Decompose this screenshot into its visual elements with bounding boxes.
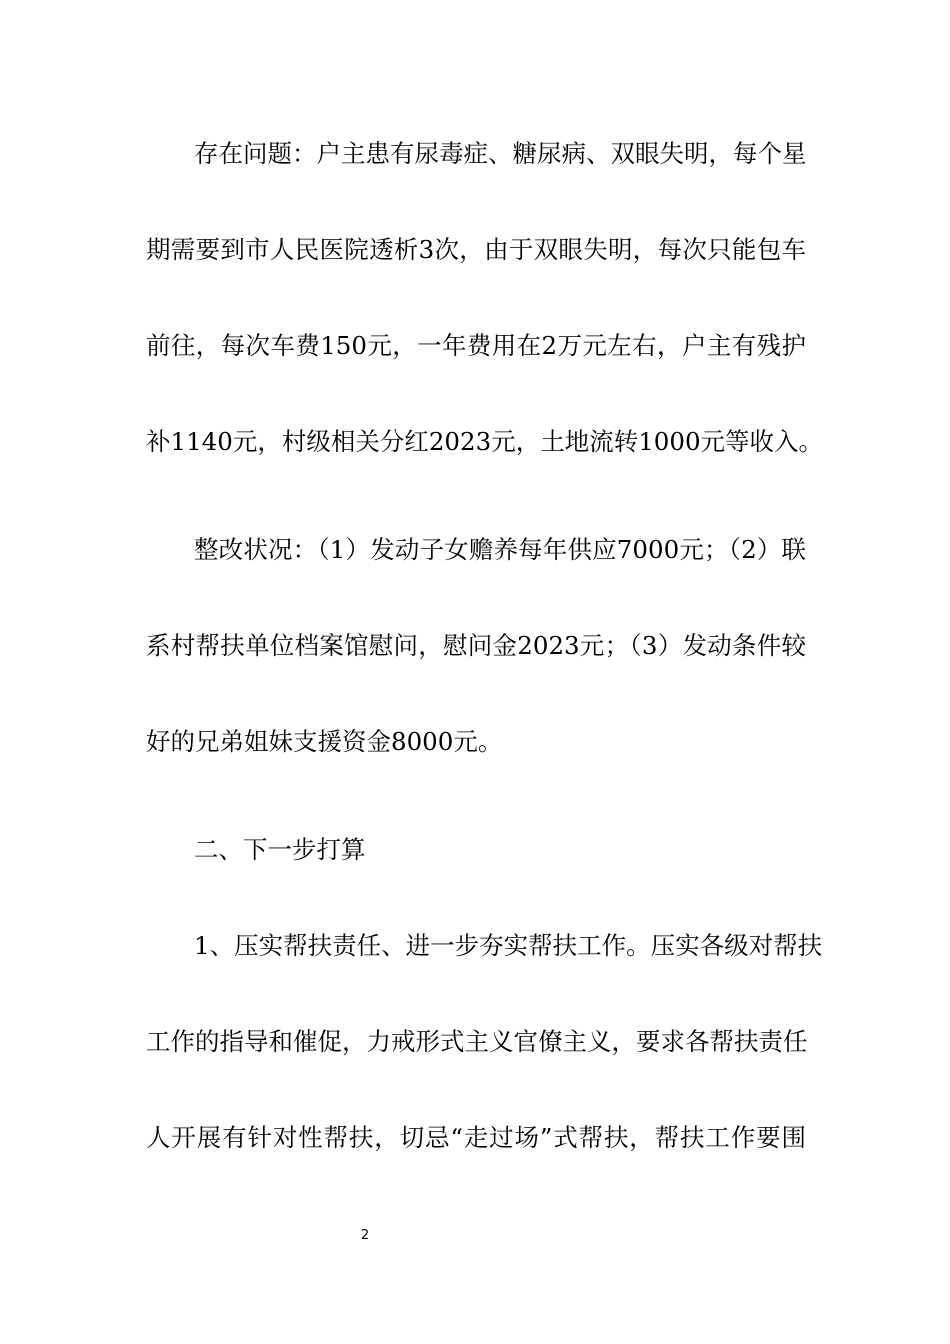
paragraph-rectification-line-2: 系村帮扶单位档案馆慰问，慰问金2023元；（3）发动条件较	[146, 631, 806, 660]
section-heading-next-steps: 二、下一步打算	[194, 835, 366, 864]
paragraph-rectification-line-1: 整改状况：（1）发动子女赡养每年供应7000元；（2）联	[194, 535, 806, 564]
page-number: 2	[360, 1228, 370, 1243]
paragraph-item-1-line-3: 人开展有针对性帮扶，切忌“走过场”式帮扶，帮扶工作要围	[146, 1123, 806, 1152]
paragraph-problem-line-2: 期需要到市人民医院透析3次，由于双眼失明，每次只能包车	[146, 235, 806, 264]
paragraph-rectification-line-3: 好的兄弟姐妹支援资金8000元。	[146, 727, 503, 756]
paragraph-problem-line-4: 补1140元，村级相关分红2023元，土地流转1000元等收入。	[146, 427, 824, 456]
paragraph-item-1-line-1: 1、压实帮扶责任、进一步夯实帮扶工作。压实各级对帮扶	[194, 931, 823, 960]
paragraph-problem-line-3: 前往，每次车费150元，一年费用在2万元左右，户主有残护	[146, 331, 806, 360]
paragraph-item-1-line-2: 工作的指导和催促，力戒形式主义官僚主义，要求各帮扶责任	[146, 1027, 808, 1056]
paragraph-problem-line-1: 存在问题：户主患有尿毒症、糖尿病、双眼失明，每个星	[194, 139, 807, 168]
